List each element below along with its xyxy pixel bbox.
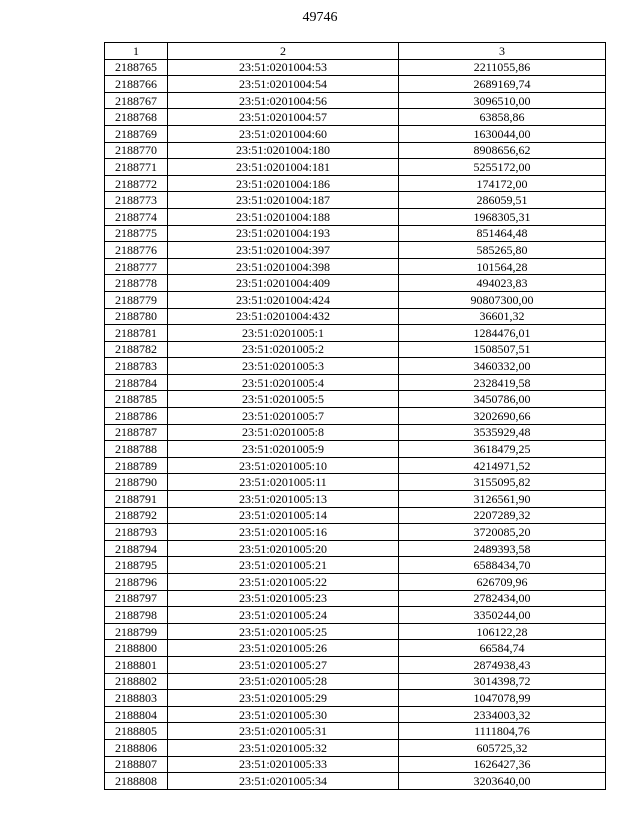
- table-row: [105, 623, 606, 640]
- row-number-cell: 2188773: [105, 192, 168, 209]
- cadastral-number-cell: 23:51:0201005:22: [168, 574, 399, 591]
- value-cell: 3720085,20: [399, 524, 606, 541]
- cadastral-number-cell: 23:51:0201005:21: [168, 557, 399, 574]
- row-number-cell: 2188799: [105, 623, 168, 640]
- table-row: [105, 325, 606, 342]
- table-row: [105, 275, 606, 292]
- value-cell: 3203640,00: [399, 773, 606, 790]
- table-row: [105, 225, 606, 242]
- table-row: [105, 723, 606, 740]
- table-row: [105, 773, 606, 790]
- table-row: [105, 109, 606, 126]
- value-cell: 1047078,99: [399, 690, 606, 707]
- cadastral-number-cell: 23:51:0201004:424: [168, 291, 399, 308]
- column-header-3: 3: [399, 43, 606, 60]
- cadastral-number-cell: 23:51:0201005:8: [168, 424, 399, 441]
- column-header-1: 1: [105, 43, 168, 60]
- value-cell: 3450786,00: [399, 391, 606, 408]
- row-number-cell: 2188770: [105, 142, 168, 159]
- table-row: [105, 374, 606, 391]
- table-row: [105, 341, 606, 358]
- table-row: [105, 607, 606, 624]
- value-cell: 4214971,52: [399, 457, 606, 474]
- table-row: [105, 557, 606, 574]
- cadastral-number-cell: 23:51:0201005:30: [168, 706, 399, 723]
- cadastral-number-cell: 23:51:0201005:2: [168, 341, 399, 358]
- table-row: [105, 690, 606, 707]
- row-number-cell: 2188808: [105, 773, 168, 790]
- value-cell: 2334003,32: [399, 706, 606, 723]
- table-row: [105, 159, 606, 176]
- page-number: 49746: [302, 10, 338, 25]
- value-cell: 6588434,70: [399, 557, 606, 574]
- row-number-cell: 2188779: [105, 291, 168, 308]
- value-cell: 3155095,82: [399, 474, 606, 491]
- value-cell: 1508507,51: [399, 341, 606, 358]
- table-row: [105, 59, 606, 76]
- cadastral-number-cell: 23:51:0201005:26: [168, 640, 399, 657]
- row-number-cell: 2188798: [105, 607, 168, 624]
- row-number-cell: 2188793: [105, 524, 168, 541]
- data-table: [104, 42, 606, 790]
- cadastral-number-cell: 23:51:0201004:56: [168, 92, 399, 109]
- table-row: [105, 756, 606, 773]
- row-number-cell: 2188765: [105, 59, 168, 76]
- table-row: [105, 524, 606, 541]
- value-cell: 2689169,74: [399, 76, 606, 93]
- row-number-cell: 2188796: [105, 574, 168, 591]
- cadastral-number-cell: 23:51:0201005:11: [168, 474, 399, 491]
- row-number-cell: 2188801: [105, 656, 168, 673]
- row-number-cell: 2188791: [105, 491, 168, 508]
- cadastral-number-cell: 23:51:0201004:432: [168, 308, 399, 325]
- value-cell: 1111804,76: [399, 723, 606, 740]
- table-row: [105, 706, 606, 723]
- value-cell: 3460332,00: [399, 358, 606, 375]
- table-row: [105, 640, 606, 657]
- cadastral-number-cell: 23:51:0201004:54: [168, 76, 399, 93]
- row-number-cell: 2188771: [105, 159, 168, 176]
- table-header: [105, 43, 606, 60]
- row-number-cell: 2188789: [105, 457, 168, 474]
- value-cell: 3126561,90: [399, 491, 606, 508]
- table-row: [105, 673, 606, 690]
- table-row: [105, 408, 606, 425]
- cadastral-number-cell: 23:51:0201005:16: [168, 524, 399, 541]
- row-number-cell: 2188802: [105, 673, 168, 690]
- row-number-cell: 2188806: [105, 739, 168, 756]
- row-number-cell: 2188767: [105, 92, 168, 109]
- row-number-cell: 2188807: [105, 756, 168, 773]
- value-cell: 90807300,00: [399, 291, 606, 308]
- table-row: [105, 92, 606, 109]
- row-number-cell: 2188766: [105, 76, 168, 93]
- row-number-cell: 2188778: [105, 275, 168, 292]
- cadastral-number-cell: 23:51:0201005:9: [168, 441, 399, 458]
- cadastral-number-cell: 23:51:0201005:31: [168, 723, 399, 740]
- cadastral-number-cell: 23:51:0201004:180: [168, 142, 399, 159]
- row-number-cell: 2188804: [105, 706, 168, 723]
- row-number-cell: 2188787: [105, 424, 168, 441]
- cadastral-number-cell: 23:51:0201004:60: [168, 125, 399, 142]
- value-cell: 3202690,66: [399, 408, 606, 425]
- cadastral-number-cell: 23:51:0201005:23: [168, 590, 399, 607]
- table-row: [105, 358, 606, 375]
- value-cell: 585265,80: [399, 242, 606, 259]
- value-cell: 101564,28: [399, 258, 606, 275]
- value-cell: 2328419,58: [399, 374, 606, 391]
- table-row: [105, 474, 606, 491]
- cadastral-number-cell: 23:51:0201004:181: [168, 159, 399, 176]
- row-number-cell: 2188794: [105, 540, 168, 557]
- column-header-2: 2: [168, 43, 399, 60]
- cadastral-number-cell: 23:51:0201005:4: [168, 374, 399, 391]
- table-row: [105, 142, 606, 159]
- row-number-cell: 2188786: [105, 408, 168, 425]
- row-number-cell: 2188775: [105, 225, 168, 242]
- cadastral-number-cell: 23:51:0201005:7: [168, 408, 399, 425]
- cadastral-number-cell: 23:51:0201005:33: [168, 756, 399, 773]
- table-row: [105, 76, 606, 93]
- row-number-cell: 2188788: [105, 441, 168, 458]
- cadastral-number-cell: 23:51:0201005:28: [168, 673, 399, 690]
- row-number-cell: 2188776: [105, 242, 168, 259]
- cadastral-number-cell: 23:51:0201005:25: [168, 623, 399, 640]
- cadastral-number-cell: 23:51:0201005:1: [168, 325, 399, 342]
- value-cell: 1630044,00: [399, 125, 606, 142]
- table-body: [105, 59, 606, 789]
- table-row: [105, 308, 606, 325]
- table-row: [105, 192, 606, 209]
- table-row: [105, 491, 606, 508]
- value-cell: 2489393,58: [399, 540, 606, 557]
- cadastral-number-cell: 23:51:0201005:27: [168, 656, 399, 673]
- cadastral-number-cell: 23:51:0201005:29: [168, 690, 399, 707]
- cadastral-number-cell: 23:51:0201004:57: [168, 109, 399, 126]
- cadastral-number-cell: 23:51:0201005:34: [168, 773, 399, 790]
- value-cell: 3535929,48: [399, 424, 606, 441]
- table-row: [105, 291, 606, 308]
- value-cell: 286059,51: [399, 192, 606, 209]
- value-cell: 605725,32: [399, 739, 606, 756]
- row-number-cell: 2188784: [105, 374, 168, 391]
- table-row: [105, 441, 606, 458]
- value-cell: 3096510,00: [399, 92, 606, 109]
- table-row: [105, 125, 606, 142]
- value-cell: 3618479,25: [399, 441, 606, 458]
- value-cell: 3014398,72: [399, 673, 606, 690]
- table-row: [105, 242, 606, 259]
- cadastral-number-cell: 23:51:0201004:53: [168, 59, 399, 76]
- value-cell: 1284476,01: [399, 325, 606, 342]
- table-row: [105, 656, 606, 673]
- table-row: [105, 424, 606, 441]
- cadastral-number-cell: 23:51:0201004:193: [168, 225, 399, 242]
- cadastral-number-cell: 23:51:0201005:10: [168, 457, 399, 474]
- cadastral-number-cell: 23:51:0201004:186: [168, 175, 399, 192]
- row-number-cell: 2188768: [105, 109, 168, 126]
- value-cell: 494023,83: [399, 275, 606, 292]
- value-cell: 3350244,00: [399, 607, 606, 624]
- cadastral-number-cell: 23:51:0201005:20: [168, 540, 399, 557]
- table-row: [105, 540, 606, 557]
- header-row: [105, 43, 606, 60]
- value-cell: 63858,86: [399, 109, 606, 126]
- value-cell: 1968305,31: [399, 208, 606, 225]
- cadastral-number-cell: 23:51:0201004:188: [168, 208, 399, 225]
- cadastral-number-cell: 23:51:0201004:187: [168, 192, 399, 209]
- table-row: [105, 574, 606, 591]
- row-number-cell: 2188769: [105, 125, 168, 142]
- cadastral-number-cell: 23:51:0201004:398: [168, 258, 399, 275]
- row-number-cell: 2188774: [105, 208, 168, 225]
- row-number-cell: 2188780: [105, 308, 168, 325]
- cadastral-number-cell: 23:51:0201005:13: [168, 491, 399, 508]
- value-cell: 851464,48: [399, 225, 606, 242]
- row-number-cell: 2188800: [105, 640, 168, 657]
- cadastral-number-cell: 23:51:0201004:397: [168, 242, 399, 259]
- cadastral-number-cell: 23:51:0201005:14: [168, 507, 399, 524]
- table-row: [105, 739, 606, 756]
- cadastral-number-cell: 23:51:0201005:3: [168, 358, 399, 375]
- table-row: [105, 175, 606, 192]
- value-cell: 8908656,62: [399, 142, 606, 159]
- value-cell: 5255172,00: [399, 159, 606, 176]
- row-number-cell: 2188803: [105, 690, 168, 707]
- cadastral-number-cell: 23:51:0201005:5: [168, 391, 399, 408]
- value-cell: 2207289,32: [399, 507, 606, 524]
- value-cell: 626709,96: [399, 574, 606, 591]
- value-cell: 36601,32: [399, 308, 606, 325]
- row-number-cell: 2188795: [105, 557, 168, 574]
- row-number-cell: 2188792: [105, 507, 168, 524]
- table-row: [105, 391, 606, 408]
- row-number-cell: 2188785: [105, 391, 168, 408]
- cadastral-number-cell: 23:51:0201005:24: [168, 607, 399, 624]
- row-number-cell: 2188797: [105, 590, 168, 607]
- value-cell: 106122,28: [399, 623, 606, 640]
- row-number-cell: 2188772: [105, 175, 168, 192]
- value-cell: 2782434,00: [399, 590, 606, 607]
- table-row: [105, 507, 606, 524]
- table-row: [105, 258, 606, 275]
- cadastral-number-cell: 23:51:0201004:409: [168, 275, 399, 292]
- row-number-cell: 2188790: [105, 474, 168, 491]
- row-number-cell: 2188782: [105, 341, 168, 358]
- table-row: [105, 208, 606, 225]
- table-row: [105, 457, 606, 474]
- value-cell: 2211055,86: [399, 59, 606, 76]
- value-cell: 2874938,43: [399, 656, 606, 673]
- row-number-cell: 2188777: [105, 258, 168, 275]
- table-row: [105, 590, 606, 607]
- row-number-cell: 2188805: [105, 723, 168, 740]
- cadastral-number-cell: 23:51:0201005:32: [168, 739, 399, 756]
- row-number-cell: 2188781: [105, 325, 168, 342]
- value-cell: 66584,74: [399, 640, 606, 657]
- value-cell: 1626427,36: [399, 756, 606, 773]
- value-cell: 174172,00: [399, 175, 606, 192]
- row-number-cell: 2188783: [105, 358, 168, 375]
